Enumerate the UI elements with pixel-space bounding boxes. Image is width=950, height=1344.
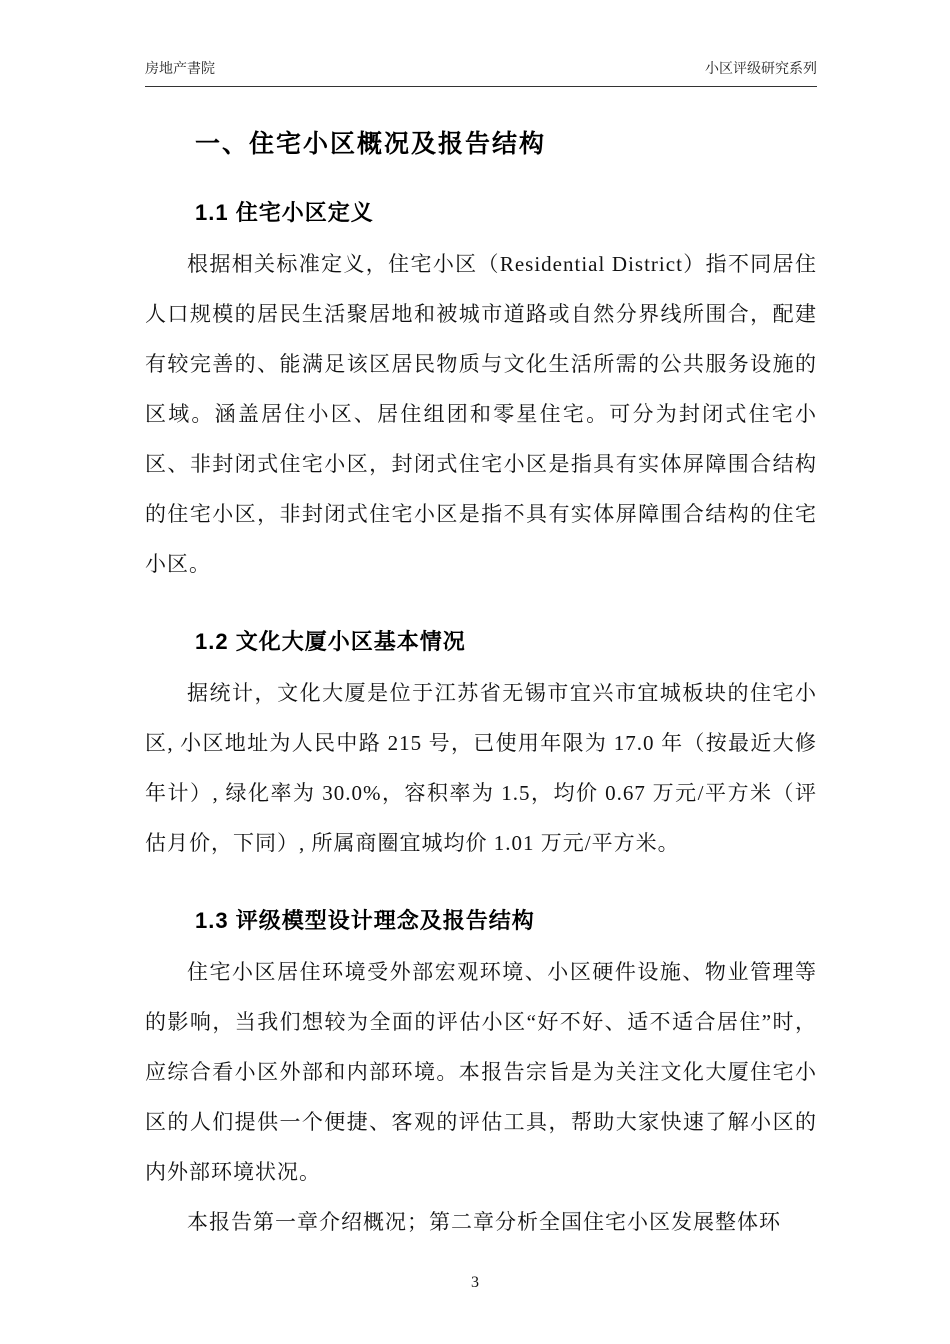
paragraph-basic-info: 据统计，文化大厦是位于江苏省无锡市宜兴市宜城板块的住宅小区, 小区地址为人民中路 215 号，已使用年限为 17.0 年（按最近大修年计）, 绿化率为 30.0%，容积率为 1.5，均价 0.67 万元/平方米（评估月价，下同）, 所属商圈宜城均价 1.01 万元/平方米。 [145,681,817,855]
page-number: 3 [471,1274,479,1291]
header-right-text: 小区评级研究系列 [705,60,817,76]
paragraph-definition: 根据相关标准定义，住宅小区（Residential District）指不同居住人口规模的居民生活聚居地和被城市道路或自然分界线所围合，配建有较完善的、能满足该区居民物质与文化生活所需的公共服务设施的区域。涵盖居住小区、居住组团和零星住宅。可分为封闭式住宅小区、非封闭式住宅小区，封闭式住宅小区是指具有实体屏障围合结构的住宅小区，非封闭式住宅小区是指不具有实体屏障围合结构的住宅小区。 [145,252,817,576]
page-header [145,58,817,87]
section-heading-1-3: 1.3 评级模型设计理念及报告结构 [195,908,535,933]
paragraph-report-structure: 本报告第一章介绍概况；第二章分析全国住宅小区发展整体环 [187,1210,781,1234]
chapter-title: 一、住宅小区概况及报告结构 [195,130,547,158]
section-heading-1-1: 1.1 住宅小区定义 [195,200,374,225]
section-heading-1-2: 1.2 文化大厦小区基本情况 [195,629,466,654]
page-footer [0,1274,950,1292]
document-body [145,110,817,1247]
paragraph-design-concept: 住宅小区居住环境受外部宏观环境、小区硬件设施、物业管理等的影响，当我们想较为全面的评估小区“好不好、适不适合居住”时，应综合看小区外部和内部环境。本报告宗旨是为关注文化大厦住宅小区的人们提供一个便捷、客观的评估工具，帮助大家快速了解小区的内外部环境状况。 [145,960,817,1184]
header-left-text: 房地产書院 [145,60,215,76]
